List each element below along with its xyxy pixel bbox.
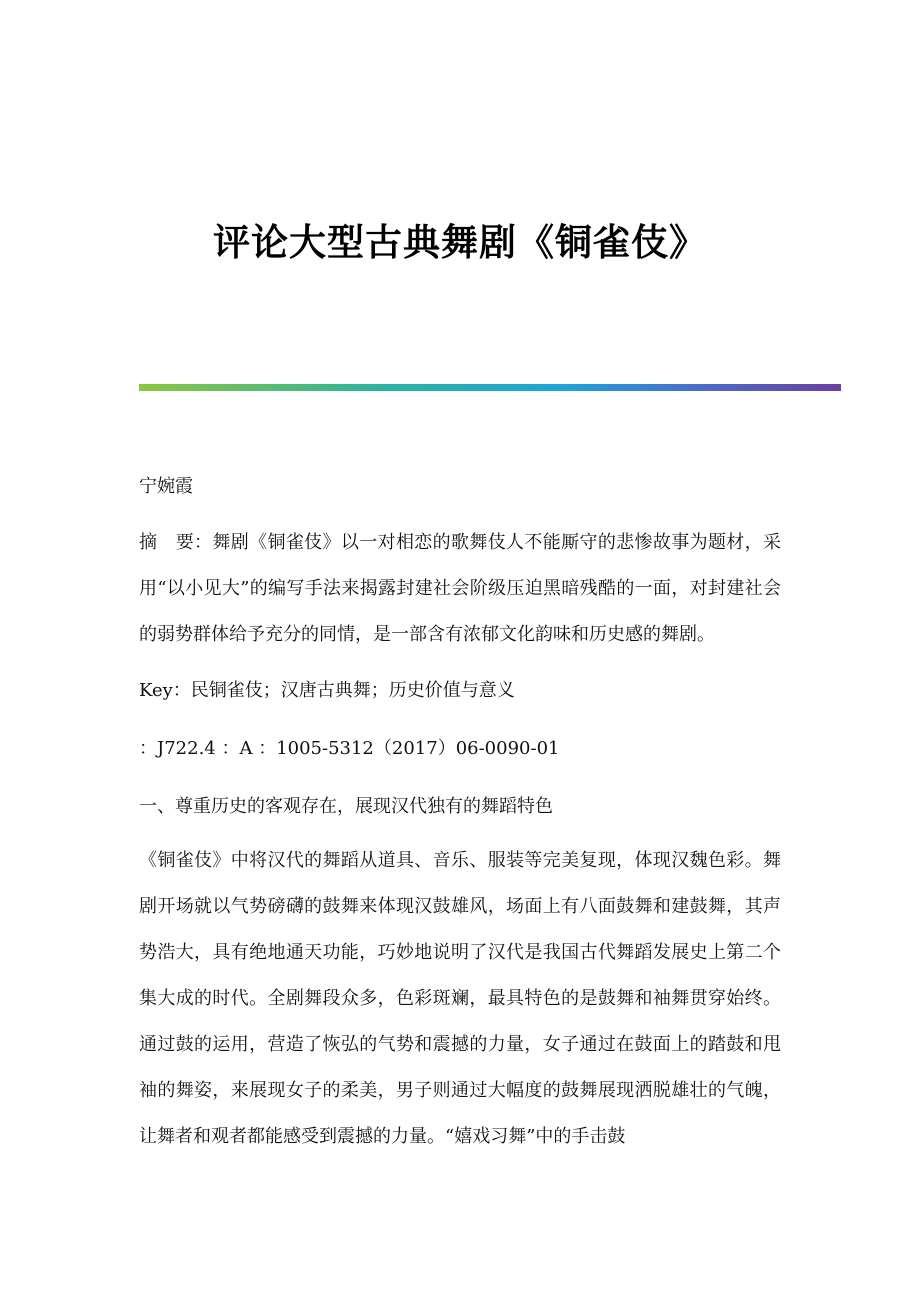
section-heading: 一、尊重历史的客观存在，展现汉代独有的舞蹈特色 — [139, 796, 553, 817]
body-paragraph: 《铜雀伎》中将汉代的舞蹈从道具、音乐、服装等完美复现，体现汉魏色彩。舞剧开场就以气势磅礴的鼓舞来体现汉鼓雄风，场面上有八面鼓舞和建鼓舞，其声势浩大，具有绝地通天功能，巧妙地说明了汉代是我国古代舞蹈发展史上第二个集大成的时代。全剧舞段众多，色彩斑斓，最具特色的是鼓舞和袖舞贯穿始终。通过鼓的运用，营造了恢弘的气势和震撼的力量，女子通过在鼓面上的踏鼓和甩袖的舞姿，来展现女子的柔美，男子则通过大幅度的鼓舞展现洒脱雄壮的气魄，让舞者和观者都能感受到震撼的力量。“嬉戏习舞”中的手击鼓 — [139, 850, 781, 1147]
author-name: 宁婉霞 — [139, 476, 193, 497]
classification-line: ：J722.4 ：A ：1005-5312（2017）06-0090-01 — [139, 738, 560, 759]
document-title: 评论大型古典舞剧《铜雀伎》 — [213, 221, 707, 264]
keywords-line: Key：民铜雀伎；汉唐古典舞；历史价值与意义 — [139, 680, 515, 701]
abstract-paragraph: 摘 要：舞剧《铜雀伎》以一对相恋的歌舞伎人不能厮守的悲惨故事为题材，采用“以小见大”的编写手法来揭露封建社会阶级压迫黑暗残酷的一面，对封建社会的弱势群体给予充分的同情，是一部含有浓郁文化韵味和历史感的舞剧。 — [139, 532, 781, 645]
title-divider — [139, 384, 841, 391]
